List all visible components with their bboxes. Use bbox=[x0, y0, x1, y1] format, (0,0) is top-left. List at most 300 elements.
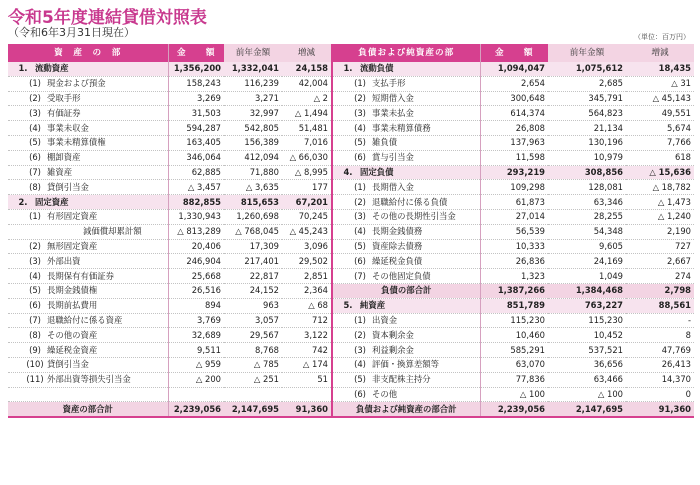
liability-prev-value: 763,227 bbox=[548, 298, 626, 313]
liability-item-number: 4. bbox=[343, 166, 353, 177]
asset-change-value: △ 66,030 bbox=[282, 150, 332, 165]
liability-item-label: 賞与引当金 bbox=[372, 152, 414, 163]
asset-change-value: 29,502 bbox=[282, 254, 332, 269]
liability-item-cell bbox=[332, 76, 480, 91]
asset-item-label: 受取手形 bbox=[47, 92, 81, 103]
asset-item-label: 棚卸資産 bbox=[47, 152, 81, 163]
asset-prev-value: 116,239 bbox=[224, 76, 282, 91]
liability-amount-value: 63,070 bbox=[480, 357, 548, 372]
asset-item-cell bbox=[8, 328, 168, 343]
table-row bbox=[8, 180, 694, 195]
liability-item-cell bbox=[332, 165, 480, 180]
liability-item-label: 純資産 bbox=[360, 300, 386, 311]
asset-item-label: 無形固定資産 bbox=[47, 240, 98, 251]
liability-change-value: 91,360 bbox=[626, 402, 694, 417]
table-row bbox=[8, 239, 694, 254]
liability-item-number: (2) bbox=[354, 196, 366, 207]
liabilities-change-header: 増減 bbox=[626, 44, 694, 62]
asset-prev-value: 963 bbox=[224, 298, 282, 313]
liability-item-cell bbox=[332, 254, 480, 269]
asset-change-value: △ 45,243 bbox=[282, 224, 332, 239]
liability-item-number: (5) bbox=[354, 137, 366, 148]
table-row bbox=[8, 224, 694, 239]
liability-item-number: (4) bbox=[354, 359, 366, 370]
asset-item-cell bbox=[8, 239, 168, 254]
liability-item-number: (6) bbox=[354, 152, 366, 163]
liability-change-value: 14,370 bbox=[626, 372, 694, 387]
page-subtitle: （令和6年3月31日現在） bbox=[8, 26, 135, 39]
asset-amount-value: 246,904 bbox=[168, 254, 224, 269]
liability-change-value: 8 bbox=[626, 328, 694, 343]
liability-item-number: (6) bbox=[354, 255, 366, 266]
liability-item-number: (6) bbox=[354, 388, 366, 399]
liability-prev-value: 345,791 bbox=[548, 91, 626, 106]
liability-amount-value: 614,374 bbox=[480, 106, 548, 121]
liability-item-cell bbox=[332, 106, 480, 121]
liability-prev-value: 1,384,468 bbox=[548, 283, 626, 298]
asset-item-number: (2) bbox=[29, 92, 41, 103]
liability-item-number: (4) bbox=[354, 226, 366, 237]
asset-change-value: △ 1,494 bbox=[282, 106, 332, 121]
asset-item-number: (7) bbox=[29, 166, 41, 177]
liability-item-number: (2) bbox=[354, 92, 366, 103]
liability-amount-value: 2,654 bbox=[480, 76, 548, 91]
asset-change-value: 24,158 bbox=[282, 62, 332, 76]
liability-amount-value: 77,836 bbox=[480, 372, 548, 387]
liability-item-label: 評価・換算差額等 bbox=[372, 359, 439, 370]
liability-prev-value: 9,605 bbox=[548, 239, 626, 254]
asset-amount-value: 31,503 bbox=[168, 106, 224, 121]
liability-item-cell bbox=[332, 328, 480, 343]
liability-item-cell bbox=[332, 150, 480, 165]
liability-prev-value: 21,134 bbox=[548, 121, 626, 136]
asset-item-label: 雑資産 bbox=[47, 166, 73, 177]
liability-amount-value: 137,963 bbox=[480, 135, 548, 150]
liability-item-cell bbox=[332, 313, 480, 328]
liability-amount-value: 1,323 bbox=[480, 269, 548, 284]
asset-amount-value: 163,405 bbox=[168, 135, 224, 150]
liability-amount-value: 10,333 bbox=[480, 239, 548, 254]
liability-item-number: (2) bbox=[354, 329, 366, 340]
liability-change-value: 26,413 bbox=[626, 357, 694, 372]
asset-item-label: 繰延税金資産 bbox=[47, 344, 98, 355]
asset-change-value: 742 bbox=[282, 343, 332, 358]
asset-item-number: (11) bbox=[26, 374, 44, 385]
asset-prev-value: △ 785 bbox=[224, 357, 282, 372]
asset-prev-value: 8,768 bbox=[224, 343, 282, 358]
asset-amount-value: 9,511 bbox=[168, 343, 224, 358]
asset-prev-value: △ 768,045 bbox=[224, 224, 282, 239]
asset-prev-value: △ 251 bbox=[224, 372, 282, 387]
asset-amount-value: 1,356,200 bbox=[168, 62, 224, 76]
table-row bbox=[8, 343, 694, 358]
asset-change-value: 3,096 bbox=[282, 239, 332, 254]
asset-prev-value: 815,653 bbox=[224, 195, 282, 210]
asset-amount-value: 1,330,943 bbox=[168, 209, 224, 224]
asset-prev-value: 217,401 bbox=[224, 254, 282, 269]
asset-item-cell bbox=[8, 372, 168, 387]
liability-item-cell bbox=[332, 372, 480, 387]
asset-item-label: 事業未精算債権 bbox=[47, 137, 106, 148]
liability-change-value: △ 45,143 bbox=[626, 91, 694, 106]
liability-prev-value: 564,823 bbox=[548, 106, 626, 121]
liability-amount-value: 11,598 bbox=[480, 150, 548, 165]
liability-amount-value: 585,291 bbox=[480, 343, 548, 358]
liability-item-label: 繰延税金負債 bbox=[372, 255, 423, 266]
liability-amount-value: 293,219 bbox=[480, 165, 548, 180]
liability-item-cell bbox=[332, 387, 480, 402]
liability-prev-value: 128,081 bbox=[548, 180, 626, 195]
asset-item-cell bbox=[8, 106, 168, 121]
liability-item-number: (5) bbox=[354, 240, 366, 251]
table-row bbox=[8, 209, 694, 224]
asset-amount-value bbox=[168, 387, 224, 402]
liability-prev-value: △ 100 bbox=[548, 387, 626, 402]
table-row bbox=[8, 91, 694, 106]
asset-item-number: (5) bbox=[29, 285, 41, 296]
asset-item-number: (1) bbox=[29, 78, 41, 89]
asset-change-value: 7,016 bbox=[282, 135, 332, 150]
asset-item-label: 退職給付に係る資産 bbox=[47, 314, 123, 325]
asset-prev-value: 1,332,041 bbox=[224, 62, 282, 76]
asset-item-label: 有形固定資産 bbox=[47, 211, 98, 222]
asset-item-number: (8) bbox=[29, 329, 41, 340]
asset-change-value bbox=[282, 387, 332, 402]
liability-item-label: 長期借入金 bbox=[372, 181, 414, 192]
liability-change-value: 727 bbox=[626, 239, 694, 254]
asset-prev-value: 71,880 bbox=[224, 165, 282, 180]
liability-prev-value: 24,169 bbox=[548, 254, 626, 269]
asset-change-value: 91,360 bbox=[282, 402, 332, 417]
asset-item-label: 固定資産 bbox=[35, 196, 69, 207]
liability-item-label: その他固定負債 bbox=[372, 270, 431, 281]
liability-change-value: △ 31 bbox=[626, 76, 694, 91]
asset-item-cell bbox=[8, 62, 168, 76]
asset-change-value: 2,851 bbox=[282, 269, 332, 284]
liability-item-cell bbox=[332, 402, 480, 417]
asset-item-label: 貸倒引当金 bbox=[47, 181, 89, 192]
liability-item-label: 流動負債 bbox=[360, 63, 394, 74]
liability-change-value: 2,190 bbox=[626, 224, 694, 239]
table-header-row bbox=[8, 44, 694, 62]
liability-item-label: 固定負債 bbox=[360, 166, 394, 177]
liability-item-label: 事業未払金 bbox=[372, 107, 414, 118]
liability-change-value: △ 1,240 bbox=[626, 209, 694, 224]
liability-prev-value: 63,346 bbox=[548, 195, 626, 210]
asset-amount-value: 882,855 bbox=[168, 195, 224, 210]
asset-item-cell bbox=[8, 209, 168, 224]
asset-amount-value: △ 959 bbox=[168, 357, 224, 372]
liability-prev-value: 10,979 bbox=[548, 150, 626, 165]
asset-amount-value: △ 200 bbox=[168, 372, 224, 387]
liability-item-label: 資産除去債務 bbox=[372, 240, 423, 251]
liability-change-value: 47,769 bbox=[626, 343, 694, 358]
asset-prev-value: 2,147,695 bbox=[224, 402, 282, 417]
table-row bbox=[8, 76, 694, 91]
asset-change-value: △ 68 bbox=[282, 298, 332, 313]
asset-item-number: (2) bbox=[29, 240, 41, 251]
asset-prev-value: 412,094 bbox=[224, 150, 282, 165]
asset-prev-value: 3,057 bbox=[224, 313, 282, 328]
asset-change-value: 3,122 bbox=[282, 328, 332, 343]
liability-item-label: 負債および純資産の部合計 bbox=[356, 403, 457, 414]
liability-amount-value: 1,094,047 bbox=[480, 62, 548, 76]
liability-item-cell bbox=[332, 239, 480, 254]
asset-item-cell bbox=[8, 402, 168, 417]
liability-item-cell bbox=[332, 121, 480, 136]
asset-prev-value: 156,389 bbox=[224, 135, 282, 150]
asset-change-value: 51 bbox=[282, 372, 332, 387]
liability-amount-value: 115,230 bbox=[480, 313, 548, 328]
table-row bbox=[8, 328, 694, 343]
liability-item-label: 非支配株主持分 bbox=[372, 374, 431, 385]
asset-item-cell bbox=[8, 224, 168, 239]
asset-item-number: (6) bbox=[29, 300, 41, 311]
liability-item-label: その他の長期性引当金 bbox=[372, 211, 456, 222]
liability-prev-value: 63,466 bbox=[548, 372, 626, 387]
liability-amount-value: 56,539 bbox=[480, 224, 548, 239]
asset-item-cell bbox=[8, 121, 168, 136]
asset-item-number: (4) bbox=[29, 122, 41, 133]
liability-amount-value: 300,648 bbox=[480, 91, 548, 106]
liability-change-value: 2,667 bbox=[626, 254, 694, 269]
liability-item-label: その他 bbox=[372, 388, 398, 399]
liabilities-amount-header: 金 額 bbox=[480, 44, 548, 62]
table-row bbox=[8, 165, 694, 180]
assets-prev-header: 前年金額 bbox=[224, 44, 282, 62]
asset-item-cell bbox=[8, 387, 168, 402]
asset-amount-value: 594,287 bbox=[168, 121, 224, 136]
liability-item-cell bbox=[332, 62, 480, 76]
asset-amount-value: 26,516 bbox=[168, 283, 224, 298]
asset-change-value: 42,004 bbox=[282, 76, 332, 91]
liability-amount-value: 26,808 bbox=[480, 121, 548, 136]
liability-item-cell bbox=[332, 91, 480, 106]
table-row bbox=[8, 254, 694, 269]
asset-amount-value: 25,668 bbox=[168, 269, 224, 284]
liability-prev-value: 308,856 bbox=[548, 165, 626, 180]
liability-item-label: 出資金 bbox=[372, 314, 398, 325]
liability-amount-value: 851,789 bbox=[480, 298, 548, 313]
liability-item-cell bbox=[332, 357, 480, 372]
asset-change-value: △ 174 bbox=[282, 357, 332, 372]
asset-item-cell bbox=[8, 298, 168, 313]
asset-amount-value: 3,269 bbox=[168, 91, 224, 106]
asset-item-label: 有価証券 bbox=[47, 107, 81, 118]
liability-prev-value: 537,521 bbox=[548, 343, 626, 358]
asset-prev-value: △ 3,635 bbox=[224, 180, 282, 195]
liability-change-value: 274 bbox=[626, 269, 694, 284]
asset-prev-value: 32,997 bbox=[224, 106, 282, 121]
liability-amount-value: 61,873 bbox=[480, 195, 548, 210]
table-row bbox=[8, 106, 694, 121]
asset-amount-value: 20,406 bbox=[168, 239, 224, 254]
asset-item-label: 長期金銭債権 bbox=[47, 285, 98, 296]
liability-prev-value: 54,348 bbox=[548, 224, 626, 239]
liability-item-label: 支払手形 bbox=[372, 78, 406, 89]
table-row bbox=[8, 283, 694, 298]
asset-item-number: (7) bbox=[29, 314, 41, 325]
liability-change-value: 2,798 bbox=[626, 283, 694, 298]
liability-change-value: 0 bbox=[626, 387, 694, 402]
liability-item-label: 資本剰余金 bbox=[372, 329, 414, 340]
asset-amount-value: 2,239,056 bbox=[168, 402, 224, 417]
liability-change-value: 18,435 bbox=[626, 62, 694, 76]
asset-item-number: 1. bbox=[18, 63, 28, 74]
liability-item-number: (1) bbox=[354, 181, 366, 192]
liability-item-number: (5) bbox=[354, 374, 366, 385]
liability-amount-value: 27,014 bbox=[480, 209, 548, 224]
asset-item-cell bbox=[8, 357, 168, 372]
liability-prev-value: 36,656 bbox=[548, 357, 626, 372]
liability-item-cell bbox=[332, 298, 480, 313]
asset-item-cell bbox=[8, 76, 168, 91]
liability-item-label: 利益剰余金 bbox=[372, 344, 414, 355]
asset-prev-value: 24,152 bbox=[224, 283, 282, 298]
asset-change-value: 712 bbox=[282, 313, 332, 328]
table-row bbox=[8, 357, 694, 372]
page-title: 令和5年度連結貸借対照表 bbox=[8, 8, 207, 28]
asset-item-cell bbox=[8, 165, 168, 180]
asset-item-cell bbox=[8, 195, 168, 210]
asset-amount-value: △ 813,289 bbox=[168, 224, 224, 239]
balance-sheet-table bbox=[8, 44, 694, 418]
liability-item-cell bbox=[332, 195, 480, 210]
asset-amount-value: 894 bbox=[168, 298, 224, 313]
asset-prev-value: 17,309 bbox=[224, 239, 282, 254]
asset-amount-value: 346,064 bbox=[168, 150, 224, 165]
asset-item-number: 2. bbox=[18, 196, 28, 207]
liability-prev-value: 115,230 bbox=[548, 313, 626, 328]
asset-item-number: (9) bbox=[29, 344, 41, 355]
liability-change-value: 7,766 bbox=[626, 135, 694, 150]
liability-item-number: (3) bbox=[354, 211, 366, 222]
asset-item-label: 流動資産 bbox=[35, 63, 69, 74]
liability-item-number: 1. bbox=[343, 63, 353, 74]
liability-item-number: (1) bbox=[354, 78, 366, 89]
asset-item-cell bbox=[8, 150, 168, 165]
asset-amount-value: 3,769 bbox=[168, 313, 224, 328]
asset-item-number: (1) bbox=[29, 211, 41, 222]
assets-change-header: 増減 bbox=[282, 44, 332, 62]
liability-amount-value: 1,387,266 bbox=[480, 283, 548, 298]
liability-item-number: (4) bbox=[354, 122, 366, 133]
asset-item-label: 減価償却累計額 bbox=[83, 226, 142, 237]
liability-amount-value: 10,460 bbox=[480, 328, 548, 343]
liability-prev-value: 2,147,695 bbox=[548, 402, 626, 417]
asset-item-cell bbox=[8, 91, 168, 106]
table-row bbox=[8, 313, 694, 328]
table-row bbox=[8, 298, 694, 313]
asset-prev-value: 1,260,698 bbox=[224, 209, 282, 224]
asset-item-cell bbox=[8, 180, 168, 195]
asset-item-number: (6) bbox=[29, 152, 41, 163]
liability-item-cell bbox=[332, 283, 480, 298]
asset-item-cell bbox=[8, 135, 168, 150]
asset-item-number: (10) bbox=[26, 359, 44, 370]
liability-item-number: (3) bbox=[354, 107, 366, 118]
asset-item-cell bbox=[8, 313, 168, 328]
liability-change-value: 49,551 bbox=[626, 106, 694, 121]
liability-change-value: 5,674 bbox=[626, 121, 694, 136]
asset-item-number: (5) bbox=[29, 137, 41, 148]
table-row bbox=[8, 372, 694, 387]
liability-prev-value: 2,685 bbox=[548, 76, 626, 91]
asset-prev-value: 542,805 bbox=[224, 121, 282, 136]
liability-prev-value: 1,075,612 bbox=[548, 62, 626, 76]
liability-amount-value: 2,239,056 bbox=[480, 402, 548, 417]
asset-item-label: 資産の部合計 bbox=[62, 403, 113, 414]
liability-item-number: 5. bbox=[343, 300, 353, 311]
liability-prev-value: 10,452 bbox=[548, 328, 626, 343]
liability-item-label: 負債の部合計 bbox=[381, 285, 432, 296]
table-row bbox=[8, 135, 694, 150]
liabilities-prev-header: 前年金額 bbox=[548, 44, 626, 62]
liability-prev-value: 1,049 bbox=[548, 269, 626, 284]
asset-item-number: (3) bbox=[29, 255, 41, 266]
asset-item-number: (4) bbox=[29, 270, 41, 281]
liability-change-value: △ 15,636 bbox=[626, 165, 694, 180]
liability-item-cell bbox=[332, 224, 480, 239]
asset-prev-value: 3,271 bbox=[224, 91, 282, 106]
liability-change-value: △ 18,782 bbox=[626, 180, 694, 195]
asset-change-value: 70,245 bbox=[282, 209, 332, 224]
asset-prev-value: 29,567 bbox=[224, 328, 282, 343]
liability-item-number: (7) bbox=[354, 270, 366, 281]
liability-item-cell bbox=[332, 135, 480, 150]
asset-amount-value: 62,885 bbox=[168, 165, 224, 180]
asset-change-value: 177 bbox=[282, 180, 332, 195]
asset-prev-value: 22,817 bbox=[224, 269, 282, 284]
liability-item-cell bbox=[332, 269, 480, 284]
liability-item-number: (3) bbox=[354, 344, 366, 355]
asset-change-value: 67,201 bbox=[282, 195, 332, 210]
asset-item-number: (3) bbox=[29, 107, 41, 118]
table-row bbox=[8, 150, 694, 165]
asset-item-label: 現金および預金 bbox=[47, 78, 106, 89]
asset-item-label: 外部出資等損失引当金 bbox=[47, 374, 131, 385]
asset-item-cell bbox=[8, 254, 168, 269]
asset-item-label: 事業未収金 bbox=[47, 122, 89, 133]
liability-item-number: (1) bbox=[354, 314, 366, 325]
table-row bbox=[8, 62, 694, 76]
asset-prev-value bbox=[224, 387, 282, 402]
liability-item-label: 事業未精算債務 bbox=[372, 122, 431, 133]
liability-amount-value: 109,298 bbox=[480, 180, 548, 195]
asset-change-value: 51,481 bbox=[282, 121, 332, 136]
asset-change-value: △ 2 bbox=[282, 91, 332, 106]
table-row bbox=[8, 269, 694, 284]
asset-item-cell bbox=[8, 343, 168, 358]
assets-header: 資 産 の 部 bbox=[8, 44, 168, 62]
liabilities-header: 負債および純資産の部 bbox=[332, 44, 480, 62]
asset-item-label: その他の資産 bbox=[47, 329, 98, 340]
liability-amount-value: △ 100 bbox=[480, 387, 548, 402]
liability-item-label: 長期金銭債務 bbox=[372, 226, 423, 237]
liability-item-label: 雑負債 bbox=[372, 137, 398, 148]
asset-item-label: 長期保有有価証券 bbox=[47, 270, 114, 281]
liability-item-cell bbox=[332, 209, 480, 224]
liability-item-label: 退職給付に係る負債 bbox=[372, 196, 448, 207]
liability-amount-value: 26,836 bbox=[480, 254, 548, 269]
table-row bbox=[8, 402, 694, 417]
table-row bbox=[8, 121, 694, 136]
asset-amount-value: △ 3,457 bbox=[168, 180, 224, 195]
asset-amount-value: 32,689 bbox=[168, 328, 224, 343]
asset-item-label: 外部出資 bbox=[47, 255, 81, 266]
unit-note: （単位：百万円） bbox=[634, 33, 690, 41]
liability-change-value: - bbox=[626, 313, 694, 328]
